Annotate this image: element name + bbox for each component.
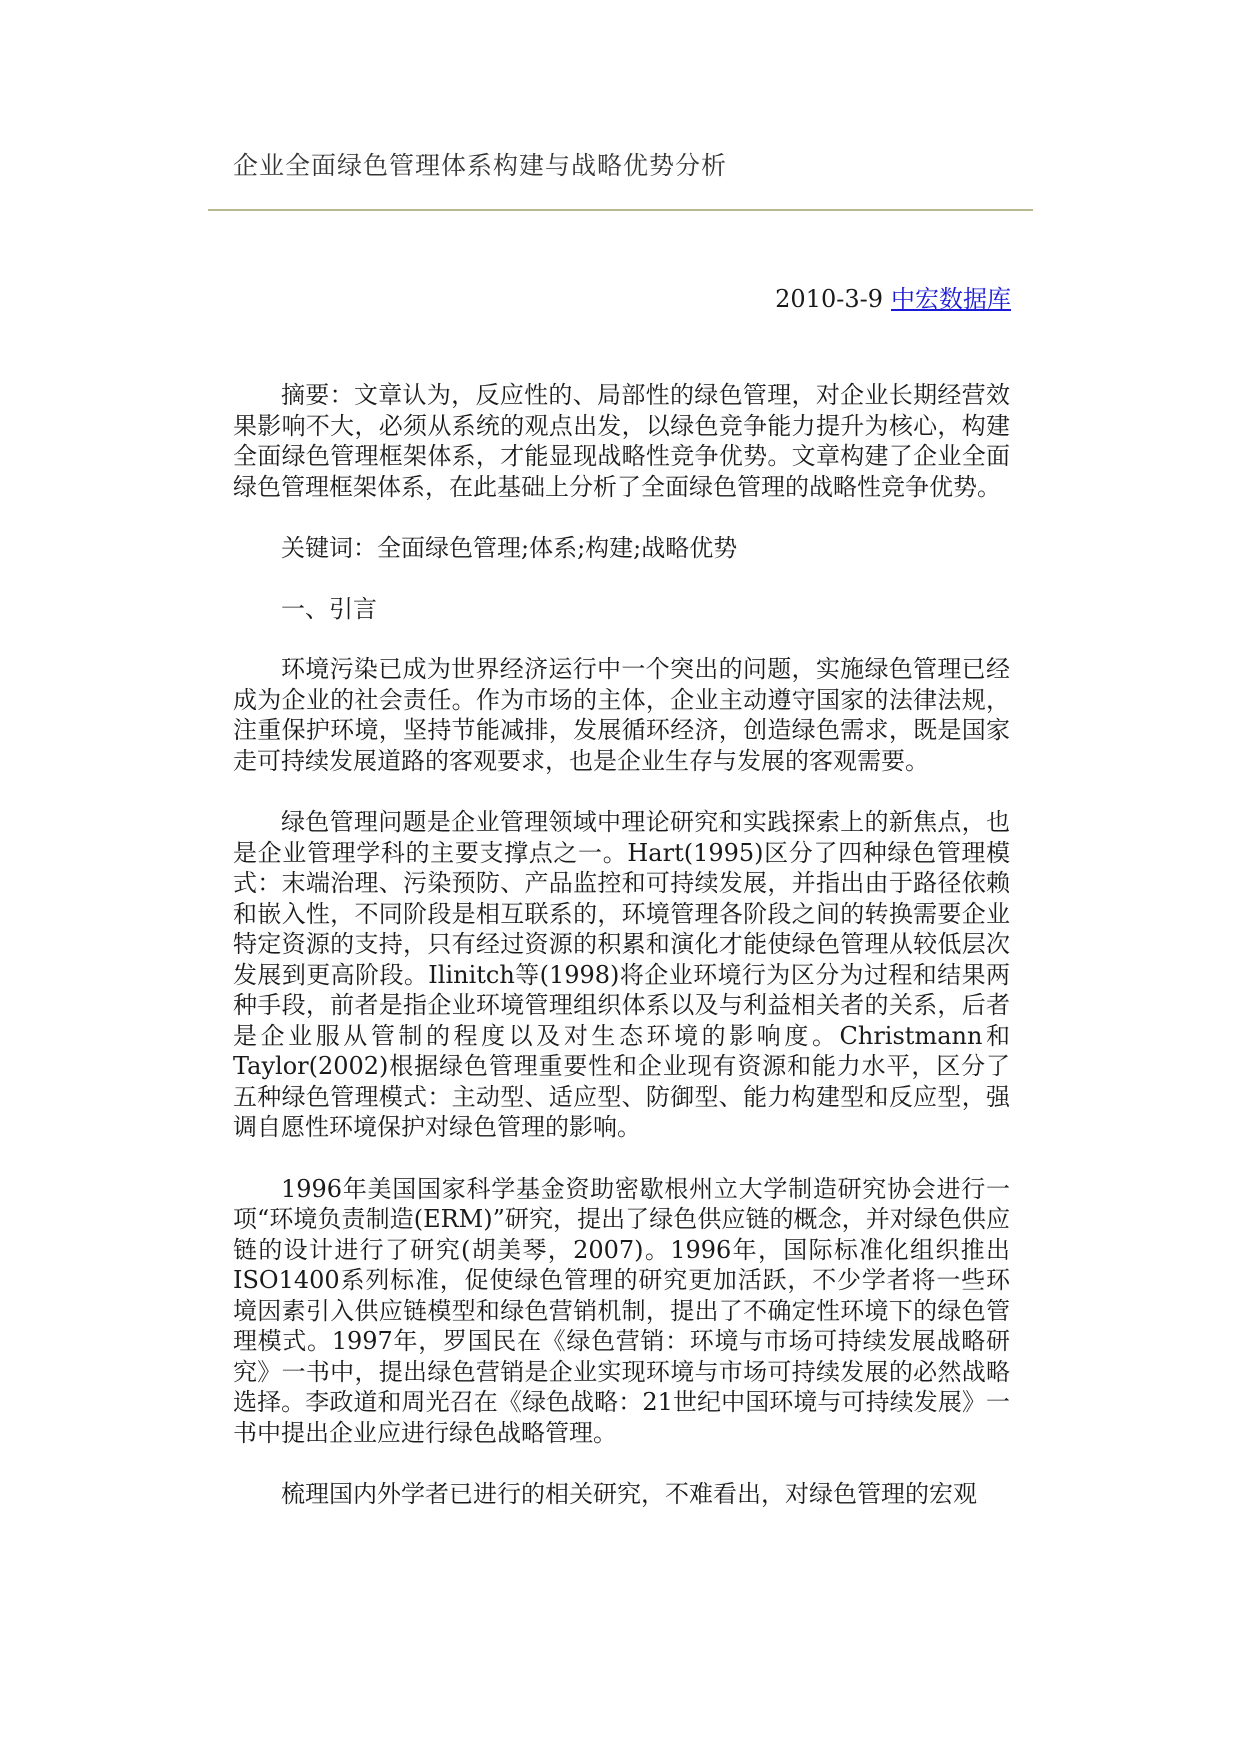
article-title: 企业全面绿色管理体系构建与战略优势分析 [233, 151, 728, 180]
publish-date: 2010-3-9 [775, 285, 883, 313]
article-meta [775, 282, 1011, 316]
article-body [233, 380, 1010, 1510]
keywords-paragraph: 关键词：全面绿色管理;体系;构建;战略优势 [281, 534, 738, 562]
title-divider [208, 209, 1033, 211]
section-heading-intro: 一、引言 [281, 594, 377, 623]
body-paragraph-4: 梳理国内外学者已进行的相关研究，不难看出，对绿色管理的宏观 [281, 1480, 977, 1508]
body-paragraph-2: 绿色管理问题是企业管理领域中理论研究和实践探索上的新焦点，也是企业管理学科的主要支撑点之一。Hart(1995)区分了四种绿色管理模式：末端治理、污染预防、产品监控和可持续发展，并指出由于路径依赖和嵌入性，不同阶段是相互联系的，环境管理各阶段之间的转换需要企业特定资源的支持，只有经过资源的积累和演化才能使绿色管理从较低层次发展到更高阶段。Ilinitch等(1998)将企业环境行为区分为过程和结果两种手段，前者是指企业环境管理组织体系以及与利益相关者的关系，后者是企业服从管制的程度以及对生态环境的影响度。Christmann和Taylor(2002)根据绿色管理重要性和企业现有资源和能力水平，区分了五种绿色管理模式：主动型、适应型、防御型、能力构建型和反应型，强调自愿性环境保护对绿色管理的影响。 [233, 808, 1010, 1141]
source-link[interactable]: 中宏数据库 [891, 285, 1011, 313]
body-paragraph-3: 1996年美国国家科学基金资助密歇根州立大学制造研究协会进行一项“环境负责制造(ERM)”研究，提出了绿色供应链的概念，并对绿色供应链的设计进行了研究(胡美琴，2007)。1996年，国际标准化组织推出ISO1400系列标准，促使绿色管理的研究更加活跃，不少学者将一些环境因素引入供应链模型和绿色营销机制，提出了不确定性环境下的绿色管理模式。1997年，罗国民在《绿色营销：环境与市场可持续发展战略研究》一书中，提出绿色营销是企业实现环境与市场可持续发展的必然战略选择。李政道和周光召在《绿色战略：21世纪中国环境与可持续发展》一书中提出企业应进行绿色战略管理。 [233, 1174, 1010, 1447]
abstract-paragraph: 摘要：文章认为，反应性的、局部性的绿色管理，对企业长期经营效果影响不大，必须从系统的观点出发，以绿色竞争能力提升为核心，构建全面绿色管理框架体系，才能显现战略性竞争优势。文章构建了企业全面绿色管理框架体系，在此基础上分析了全面绿色管理的战略性竞争优势。 [233, 381, 1010, 501]
body-paragraph-1: 环境污染已成为世界经济运行中一个突出的问题，实施绿色管理已经成为企业的社会责任。作为市场的主体，企业主动遵守国家的法律法规，注重保护环境，坚持节能减排，发展循环经济，创造绿色需求，既是国家走可持续发展道路的客观要求，也是企业生存与发展的客观需要。 [233, 655, 1010, 775]
